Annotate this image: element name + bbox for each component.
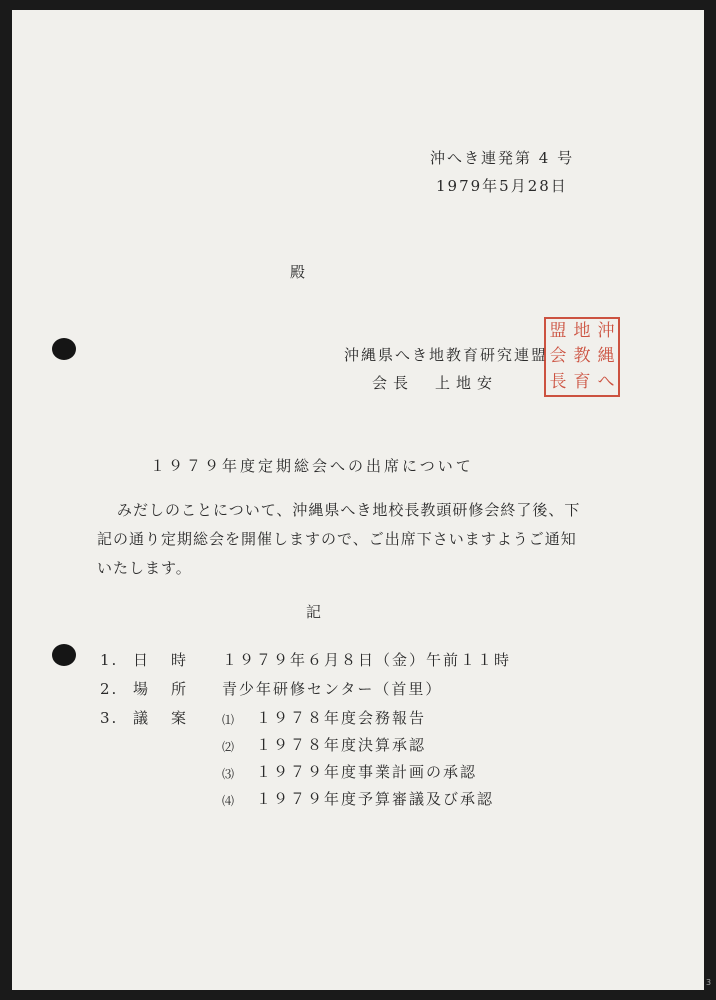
agenda-number: ⑷: [222, 794, 237, 808]
agenda-text: １９７８年度会務報告: [256, 709, 427, 727]
item-label: 場 所: [133, 680, 191, 698]
body-line: みだしのことについて、沖縄県へき地校長教頭研修会終了後、下: [117, 501, 581, 519]
item-value: 青少年研修センター（首里）: [222, 680, 443, 698]
document-title: １９７９年度定期総会への出席について: [150, 457, 474, 475]
item-label: 日 時: [133, 651, 191, 669]
agenda-number: ⑶: [222, 767, 237, 781]
document-number: 沖へき連発第 4 号: [430, 149, 575, 167]
agenda-number: ⑴: [222, 713, 237, 727]
ki-heading: 記: [306, 603, 324, 621]
sender-organization: 沖縄県へき地教育研究連盟: [344, 346, 549, 364]
body-line: いたします。: [97, 559, 192, 577]
body-line: 記の通り定期総会を開催しますので、ご出席下さいますようご通知: [97, 530, 577, 548]
agenda-text: １９７９年度事業計画の承認: [256, 763, 478, 781]
document-date: 1979年5月28日: [436, 177, 568, 195]
official-seal: 盟 地 沖 会 教 縄 長 育 へ: [544, 317, 620, 397]
addressee-suffix: 殿: [290, 263, 308, 281]
punch-hole: [52, 338, 76, 360]
item-number: 3.: [100, 709, 119, 727]
page-marker: 3: [706, 978, 712, 987]
punch-hole: [52, 644, 76, 666]
sender-title-name: 会長 上地安: [372, 374, 499, 392]
agenda-text: １９７９年度予算審議及び承認: [256, 790, 495, 808]
agenda-text: １９７８年度決算承認: [256, 736, 427, 754]
item-number: 1.: [100, 651, 119, 669]
agenda-number: ⑵: [222, 740, 237, 754]
item-label: 議 案: [133, 709, 191, 727]
item-value: １９７９年６月８日（金）午前１１時: [222, 651, 512, 669]
item-number: 2.: [100, 680, 119, 698]
